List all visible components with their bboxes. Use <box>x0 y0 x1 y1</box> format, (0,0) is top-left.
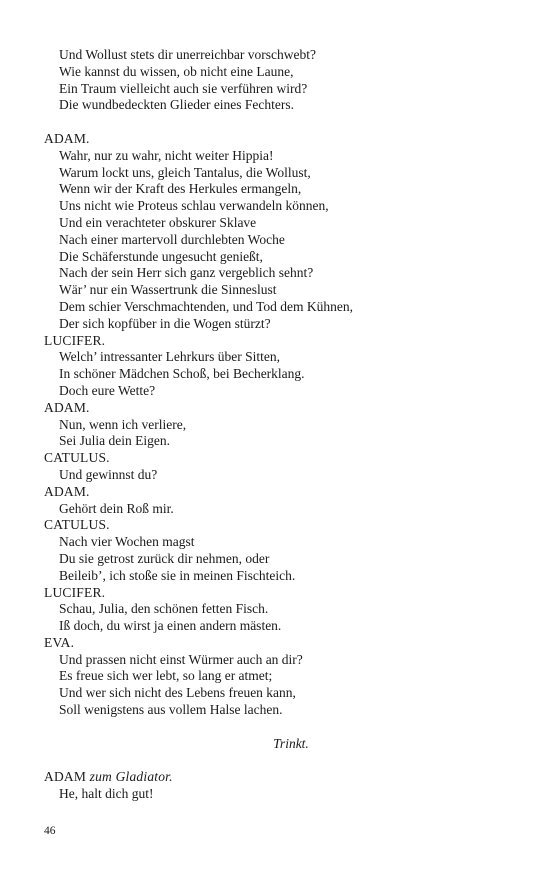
verse-line: Doch eure Wette? <box>59 382 156 398</box>
verse-line: Wie kannst du wissen, ob nicht eine Laune, <box>59 63 294 79</box>
verse-line: Uns nicht wie Proteus schlau verwandeln können, <box>59 198 329 214</box>
speaker-name <box>44 585 514 602</box>
verse-line: Es freue sich wer lebt, so lang er atmet; <box>59 668 273 684</box>
speaker-name <box>44 131 514 148</box>
speaker-label: CATULUS. <box>44 517 110 533</box>
verse-line: In schöner Mädchen Schoß, bei Becherklang. <box>59 366 305 382</box>
verse-line: Ein Traum vielleicht auch sie verführen wird? <box>59 80 308 96</box>
verse-line: Und gewinnst du? <box>59 466 158 482</box>
speaker-name <box>44 635 514 652</box>
stage-direction-aside: zum Gladiator. <box>89 769 173 785</box>
verse-line: Nach der sein Herr sich ganz vergeblich sehnt? <box>59 265 314 281</box>
speaker-name <box>44 769 514 786</box>
verse-line: Und wer sich nicht des Lebens freuen kann, <box>59 685 296 701</box>
speaker-label: LUCIFER. <box>44 584 106 600</box>
verse-line: Und Wollust stets dir unerreichbar vorschwebt? <box>59 47 316 62</box>
speaker-label: ADAM. <box>44 483 90 499</box>
verse-line: Wenn wir der Kraft des Herkules ermangeln, <box>59 181 302 197</box>
speaker-name <box>44 484 514 501</box>
verse-line: Warum lockt uns, gleich Tantalus, die Wollust, <box>59 164 311 180</box>
speaker-label: LUCIFER. <box>44 332 106 348</box>
speaker-name <box>44 400 514 417</box>
speaker-name <box>44 333 514 350</box>
speaker-name <box>44 450 514 467</box>
verse-line: Der sich kopfüber in die Wogen stürzt? <box>59 315 271 331</box>
blank-line <box>44 114 514 131</box>
verse-line: He, halt dich gut! <box>59 786 154 802</box>
verse-line: Dem schier Verschmachtenden, und Tod dem Kühnen, <box>59 298 353 314</box>
verse-line: Welch’ intressanter Lehrkurs über Sitten, <box>59 349 280 365</box>
speaker-name <box>44 517 514 534</box>
page-number: 46 <box>44 825 56 837</box>
verse-line: Du sie getrost zurück dir nehmen, oder <box>59 550 270 566</box>
speaker-label: EVA. <box>44 634 75 650</box>
stage-direction: Trinkt. <box>273 735 309 751</box>
verse-line: Und prassen nicht einst Würmer auch an dir? <box>59 651 303 667</box>
speaker-label: ADAM. <box>44 399 90 415</box>
blank-line <box>44 719 514 736</box>
verse-line: Die Schäferstunde ungesucht genießt, <box>59 248 263 264</box>
speaker-label: ADAM <box>44 769 87 785</box>
blank-line <box>44 752 514 769</box>
verse-line: Nach vier Wochen magst <box>59 534 195 550</box>
verse-line: Gehört dein Roß mir. <box>59 500 174 516</box>
verse-line: Wahr, nur zu wahr, nicht weiter Hippia! <box>59 147 274 163</box>
verse-line: Wär’ nur ein Wassertrunk die Sinneslust <box>59 282 277 298</box>
verse-line: Die wundbedeckten Glieder eines Fechters. <box>59 97 295 113</box>
verse-line: Iß doch, du wirst ja einen andern mästen. <box>59 618 282 634</box>
verse-line: Beileib’, ich stoße sie in meinen Fischteich. <box>59 567 296 583</box>
verse-line: Nun, wenn ich verliere, <box>59 416 187 432</box>
verse-line: Sei Julia dein Eigen. <box>59 433 170 449</box>
verse-line: Und ein verachteter obskurer Sklave <box>59 214 257 230</box>
verse-line: Schau, Julia, den schönen fetten Fisch. <box>59 601 269 617</box>
page-text <box>44 47 514 803</box>
speaker-label: CATULUS. <box>44 450 110 466</box>
speaker-label: ADAM. <box>44 130 90 146</box>
verse-line: Nach einer martervoll durchlebten Woche <box>59 231 285 247</box>
verse-line: Soll wenigstens aus vollem Halse lachen. <box>59 702 283 718</box>
